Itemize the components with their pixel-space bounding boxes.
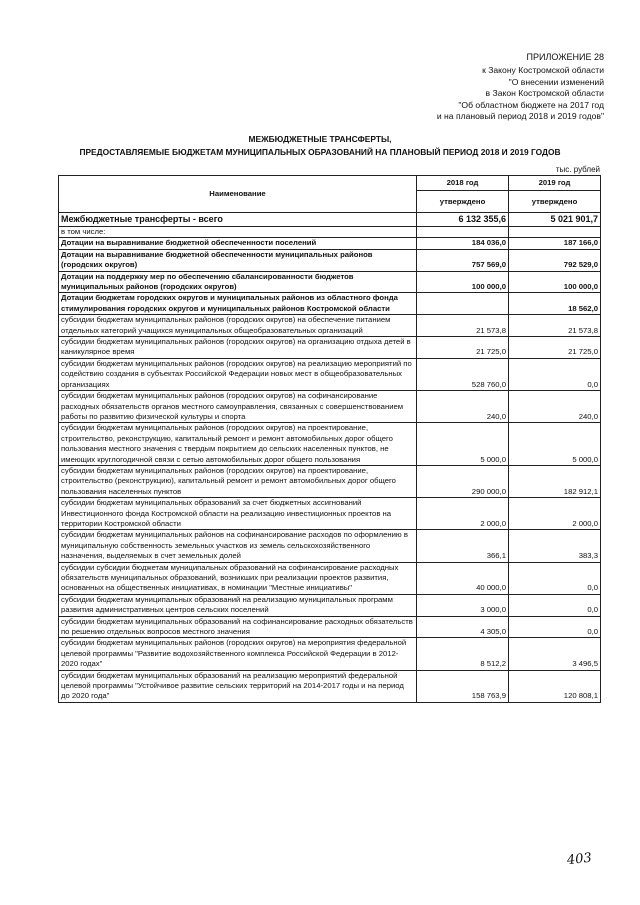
row-name-cell: субсидии бюджетам муниципальных образований за счет бюджетных ассигнований Инвестиционного фонда Костромской области на реализацию инвестиционных проектов на территории Костромской области	[59, 498, 417, 530]
row-2019-cell: 182 912,1	[509, 465, 601, 497]
table-row	[59, 358, 601, 390]
row-name-cell: Дотации на выравнивание бюджетной обеспеченности муниципальных районов (городских округов)	[59, 249, 417, 271]
row-2019-cell: 3 496,5	[509, 638, 601, 670]
row-2018-cell: 366,1	[417, 530, 509, 562]
table-row	[59, 530, 601, 562]
header-line: и на плановый период 2018 и 2019 годов"	[436, 111, 604, 122]
row-name-cell: субсидии бюджетам муниципальных районов (городских округов) на проектирование, строительство (реконструкцию), капитальный ремонт и ремонт автомобильных дорог общего пользования населенных пунктов	[59, 465, 417, 497]
column-header-name: Наименование	[59, 176, 417, 213]
row-2018-cell: 3 000,0	[417, 594, 509, 616]
header-line: "Об областном бюджете на 2017 год	[458, 99, 604, 110]
row-2018-cell: 21 573,8	[417, 315, 509, 337]
document-header	[437, 52, 604, 122]
approved-2018-header: утверждено	[417, 191, 509, 213]
total-row	[59, 213, 601, 227]
units-label: тыс. рублей	[555, 165, 600, 174]
row-name-cell: Дотации бюджетам городских округов и муниципальных районов из областного фонда стимулирования городских округов и муниципальных районов Костромской области	[59, 293, 417, 315]
row-name-cell: субсидии бюджетам муниципальных районов (городских округов) на проектирование, строительство, реконструкцию, капитальный ремонт и ремонт автомобильных дорог общего пользования местного значения с твердым покрытием до сельских населенных пунктов, не имеющих круглогодичной связи с сетью автомобильных дорог общего пользования	[59, 423, 417, 466]
table-row	[59, 616, 601, 638]
row-name-cell: субсидии бюджетам муниципальных образований на реализацию мероприятий федеральной целевой программы "Устойчивое развитие сельских территорий на 2014-2017 годы и на период до 2020 года"	[59, 670, 417, 702]
row-2019-cell: 187 166,0	[509, 238, 601, 249]
table-row	[59, 315, 601, 337]
row-name-cell: субсидии субсидии бюджетам муниципальных образований на софинансирование расходных обязательств муниципальных образований, возникших при реализации проектов развития, основанных на общественных инициативах, в номинации "Местные инициативы"	[59, 562, 417, 594]
title-line-1: МЕЖБЮДЖЕТНЫЕ ТРАНСФЕРТЫ,	[248, 134, 392, 144]
row-2019-cell: 5 021 901,7	[509, 213, 601, 227]
row-name-cell: в том числе:	[59, 227, 417, 238]
row-2018-cell: 240,0	[417, 391, 509, 423]
row-2018-cell	[417, 227, 509, 238]
row-name-cell: субсидии бюджетам муниципальных районов (городских округов) на организацию отдыха детей в каникулярное время	[59, 337, 417, 359]
row-2019-cell: 0,0	[509, 358, 601, 390]
appendix-title: ПРИЛОЖЕНИЕ 28	[526, 52, 604, 62]
table-row	[59, 337, 601, 359]
row-name-cell: субсидии бюджетам муниципальных районов (городских округов) на мероприятия федеральной целевой программы "Развитие водохозяйственного комплекса Российской Федерации в 2012-2020 годах"	[59, 638, 417, 670]
column-header-2018: 2018 год	[417, 176, 509, 191]
row-2018-cell: 757 569,0	[417, 249, 509, 271]
row-2019-cell: 100 000,0	[509, 271, 601, 293]
row-2019-cell: 21 573,8	[509, 315, 601, 337]
row-name-cell: субсидии бюджетам муниципальных районов (городских округов) на обеспечение питанием отдельных категорий учащихся муниципальных общеобразовательных организаций	[59, 315, 417, 337]
row-name-cell: Дотации на поддержку мер по обеспечению сбалансированности бюджетов муниципальных районов (городских округов)	[59, 271, 417, 293]
row-name-cell: субсидии бюджетам муниципальных районов на софинансирование расходов по оформлению в муниципальную собственность земельных участков из земель сельскохозяйственного назначения, выделяемых в счет земельных долей	[59, 530, 417, 562]
table-row	[59, 594, 601, 616]
table-row	[59, 670, 601, 702]
title-line-2: ПРЕДОСТАВЛЯЕМЫЕ БЮДЖЕТАМ МУНИЦИПАЛЬНЫХ ОБРАЗОВАНИЙ НА ПЛАНОВЫЙ ПЕРИОД 2018 И 2019 ГОДОВ	[79, 146, 561, 157]
row-2018-cell: 158 763,9	[417, 670, 509, 702]
row-2018-cell: 21 725,0	[417, 337, 509, 359]
approved-2019-header: утверждено	[509, 191, 601, 213]
row-name-cell: Дотации на выравнивание бюджетной обеспеченности поселений	[59, 238, 417, 249]
row-name-cell: Межбюджетные трансферты - всего	[59, 213, 417, 227]
table-row	[59, 423, 601, 466]
table-row	[59, 391, 601, 423]
row-2019-cell: 383,3	[509, 530, 601, 562]
row-2019-cell: 792 529,0	[509, 249, 601, 271]
row-2019-cell: 5 000,0	[509, 423, 601, 466]
row-name-cell: субсидии бюджетам муниципальных районов (городских округов) на софинансирование расходных обязательств органов местного самоуправления, связанных с совершенствованием работы по развитию физической культуры и спорта	[59, 391, 417, 423]
table-row	[59, 293, 601, 315]
row-2018-cell: 100 000,0	[417, 271, 509, 293]
row-2018-cell: 5 000,0	[417, 423, 509, 466]
row-2019-cell	[509, 227, 601, 238]
document-title	[40, 133, 600, 158]
row-name-cell: субсидии бюджетам муниципальных образований на реализацию муниципальных программ развития административных центров сельских поселений	[59, 594, 417, 616]
row-2018-cell: 290 000,0	[417, 465, 509, 497]
table-row	[59, 249, 601, 271]
row-2019-cell: 0,0	[509, 562, 601, 594]
row-2019-cell: 120 808,1	[509, 670, 601, 702]
table-row	[59, 498, 601, 530]
table-row	[59, 638, 601, 670]
header-line: в Закон Костромской области	[485, 88, 604, 99]
page-number: 403	[566, 850, 593, 869]
row-2018-cell: 4 305,0	[417, 616, 509, 638]
column-header-2019: 2019 год	[509, 176, 601, 191]
row-name-cell: субсидии бюджетам муниципальных образований на софинансирование расходных обязательств по решению отдельных вопросов местного значения	[59, 616, 417, 638]
row-2019-cell: 21 725,0	[509, 337, 601, 359]
header-line: "О внесении изменений	[508, 76, 604, 87]
row-2018-cell	[417, 293, 509, 315]
header-line: к Закону Костромской области	[482, 65, 604, 76]
row-2018-cell: 184 036,0	[417, 238, 509, 249]
row-2019-cell: 2 000,0	[509, 498, 601, 530]
row-2018-cell: 8 512,2	[417, 638, 509, 670]
row-2019-cell: 0,0	[509, 616, 601, 638]
row-2019-cell: 240,0	[509, 391, 601, 423]
table-row	[59, 562, 601, 594]
row-2018-cell: 40 000,0	[417, 562, 509, 594]
row-2019-cell: 0,0	[509, 594, 601, 616]
table-row	[59, 238, 601, 249]
row-2018-cell: 528 760,0	[417, 358, 509, 390]
row-2019-cell: 18 562,0	[509, 293, 601, 315]
table-row	[59, 465, 601, 497]
transfers-table	[58, 175, 601, 703]
row-2018-cell: 6 132 355,6	[417, 213, 509, 227]
row-name-cell: субсидии бюджетам муниципальных районов (городских округов) на реализацию мероприятий по содействию создания в субъектах Российской Федерации новых мест в общеобразовательных организациях	[59, 358, 417, 390]
table-row	[59, 227, 601, 238]
table-body	[59, 213, 601, 703]
table-row	[59, 271, 601, 293]
row-2018-cell: 2 000,0	[417, 498, 509, 530]
